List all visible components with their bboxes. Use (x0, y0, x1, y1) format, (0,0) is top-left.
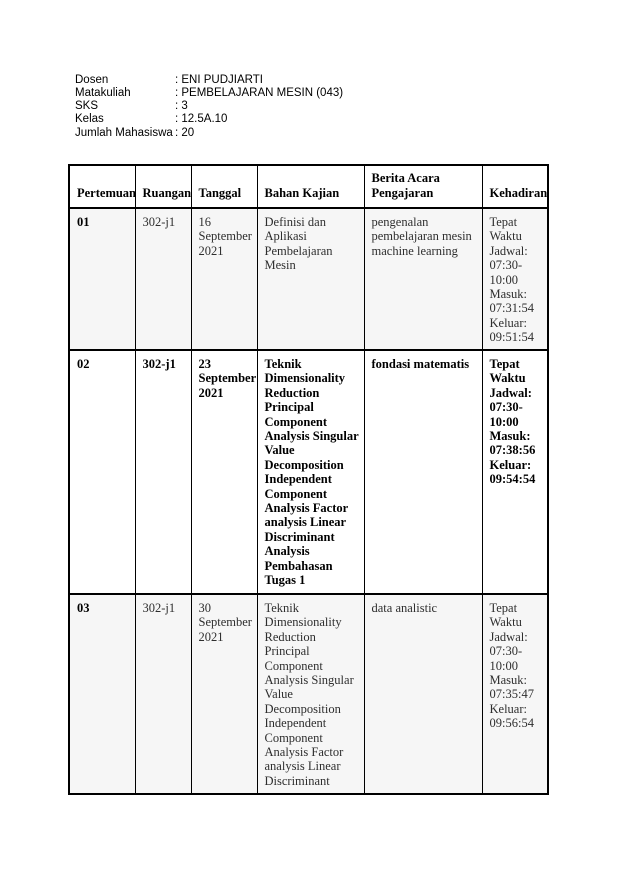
cell-kehadiran: Tepat Waktu Jadwal: 07:30- 10:00 Masuk: 07:38:56 Keluar: 09:54:54 (482, 350, 548, 594)
info-label: Matakuliah (75, 86, 131, 99)
info-row-sks (75, 100, 343, 113)
table-row (69, 208, 548, 350)
info-row-kelas (75, 113, 343, 126)
cell-tanggal: 23 September 2021 (191, 350, 257, 594)
cell-bahan-kajian: Teknik Dimensionality Reduction Principal Component Analysis Singular Value Decomposition Independent Component Analysis Factor analysis Linear Discriminant Analysis Pembahasan Tugas 1 (257, 350, 364, 594)
info-label: Dosen (75, 73, 109, 86)
header-ruangan: Ruangan (135, 165, 191, 208)
cell-kehadiran: Tepat Waktu Jadwal: 07:30- 10:00 Masuk: 07:35:47 Keluar: 09:56:54 (482, 594, 548, 794)
course-info (75, 74, 343, 140)
info-row-dosen (75, 74, 343, 87)
info-value: : PEMBELAJARAN MESIN (043) (175, 86, 344, 99)
header-tanggal: Tanggal (191, 165, 257, 208)
header-bahan-kajian: Bahan Kajian (257, 165, 364, 208)
info-value: : 20 (175, 126, 195, 139)
table-row (69, 594, 548, 794)
cell-pertemuan: 03 (69, 594, 135, 794)
cell-pertemuan: 01 (69, 208, 135, 350)
header-kehadiran: Kehadiran (482, 165, 548, 208)
header-berita-acara: Berita Acara Pengajaran (364, 165, 482, 208)
info-row-jumlah-mahasiswa (75, 127, 343, 140)
info-value: : 3 (175, 100, 188, 113)
cell-berita-acara: fondasi matematis (364, 350, 482, 594)
cell-bahan-kajian: Definisi dan Aplikasi Pembelajaran Mesin (257, 208, 364, 350)
info-value: : 12.5A.10 (175, 113, 228, 126)
info-label: SKS (75, 100, 99, 113)
header-pertemuan: Pertemuan (69, 165, 135, 208)
cell-pertemuan: 02 (69, 350, 135, 594)
info-label: Jumlah Mahasiswa (75, 126, 173, 139)
cell-berita-acara: data analistic (364, 594, 482, 794)
cell-ruangan: 302-j1 (135, 594, 191, 794)
table-row (69, 350, 548, 594)
info-label: Kelas (75, 113, 104, 126)
cell-tanggal: 30 September 2021 (191, 594, 257, 794)
table-header-row (69, 165, 548, 208)
cell-tanggal: 16 September 2021 (191, 208, 257, 350)
info-value: : ENI PUDJIARTI (175, 73, 263, 86)
lecture-journal-table (68, 164, 549, 795)
cell-berita-acara: pengenalan pembelajaran mesin machine learning (364, 208, 482, 350)
cell-ruangan: 302-j1 (135, 350, 191, 594)
cell-kehadiran: Tepat Waktu Jadwal: 07:30- 10:00 Masuk: 07:31:54 Keluar: 09:51:54 (482, 208, 548, 350)
cell-bahan-kajian: Teknik Dimensionality Reduction Principal Component Analysis Singular Value Decomposition Independent Component Analysis Factor analysis Linear Discriminant (257, 594, 364, 794)
cell-ruangan: 302-j1 (135, 208, 191, 350)
info-row-matakuliah (75, 87, 343, 100)
